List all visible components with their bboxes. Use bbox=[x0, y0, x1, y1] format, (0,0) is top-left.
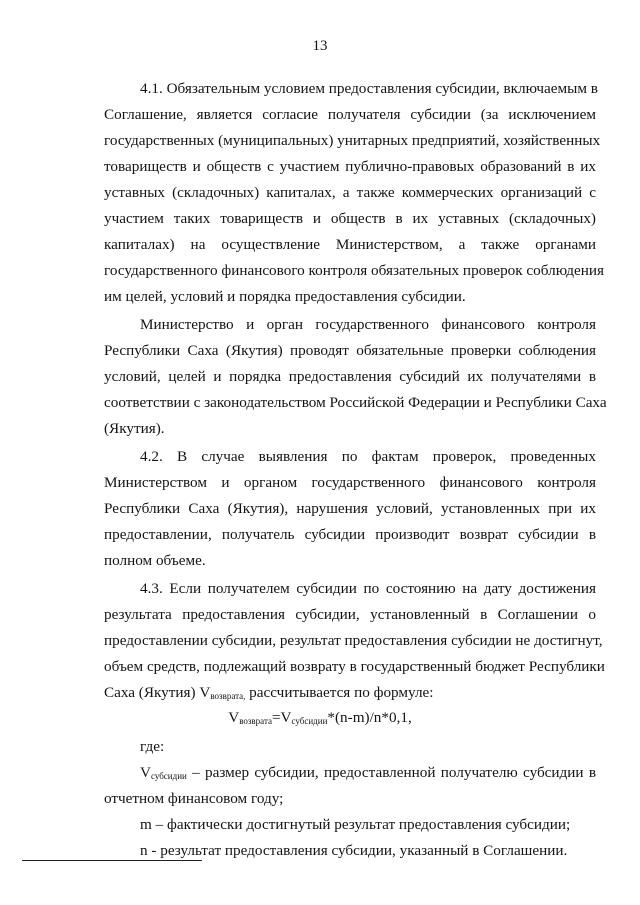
paragraph-line: уставных (складочных) капиталах, а также коммерческих организаций с bbox=[104, 184, 596, 201]
paragraph-line: государственного финансового контроля обязательных проверок соблюдения bbox=[104, 262, 604, 279]
paragraph-line: соответствии с законодательством Российской Федерации и Республики Саха bbox=[104, 394, 607, 411]
where-label: где: bbox=[140, 738, 165, 755]
paragraph-line: государственных (муниципальных) унитарных предприятий, хозяйственных bbox=[104, 132, 601, 149]
paragraph-line: результата предоставления субсидии, установленный в Соглашении о bbox=[104, 606, 596, 623]
paragraph-line: предоставлении субсидии, результат предоставления субсидии не достигнут, bbox=[104, 632, 603, 649]
paragraph-line: товариществ и обществ с участием публично-правовых образований в их bbox=[104, 158, 596, 175]
paragraph-line: объем средств, подлежащий возврату в государственный бюджет Республики bbox=[104, 658, 605, 675]
footer-rule bbox=[22, 860, 202, 861]
paragraph-line: 4.2. В случае выявления по фактам проверок, проведенных bbox=[140, 448, 596, 465]
paragraph-line: Республики Саха (Якутия), нарушения условий, установленных при их bbox=[104, 500, 596, 517]
paragraph-line: участием таких товариществ и обществ в их уставных (складочных) bbox=[104, 210, 596, 227]
paragraph-line: Министерство и орган государственного финансового контроля bbox=[140, 316, 596, 333]
paragraph-line: Министерством и органом государственного финансового контроля bbox=[104, 474, 596, 491]
paragraph-line: полном объеме. bbox=[104, 552, 206, 569]
definition-m: m – фактически достигнутый результат предоставления субсидии; bbox=[140, 816, 571, 833]
paragraph-line: (Якутия). bbox=[104, 420, 165, 437]
paragraph-line: Соглашение, является согласие получателя субсидии (за исключением bbox=[104, 106, 596, 123]
paragraph-line: условий, целей и порядка предоставления субсидий их получателями в bbox=[104, 368, 596, 385]
paragraph-line: Республики Саха (Якутия) проводят обязательные проверки соблюдения bbox=[104, 342, 596, 359]
definition-v-continued: отчетном финансовом году; bbox=[104, 790, 284, 807]
paragraph-line: 4.1. Обязательным условием предоставления субсидии, включаемым в bbox=[140, 80, 598, 97]
paragraph-line: 4.3. Если получателем субсидии по состоянию на дату достижения bbox=[140, 580, 596, 597]
paragraph-line: капиталах) на осуществление Министерством, а также органами bbox=[104, 236, 596, 253]
page-number: 13 bbox=[312, 38, 328, 54]
formula: $V_{возврата}=V_{субсидии}*(n-m)/n*0,1$, bbox=[228, 709, 412, 726]
definition-n: n - результат предоставления субсидии, указанный в Соглашении. bbox=[140, 842, 568, 859]
formula-intro-line: Саха (Якутия) $V_{возврата,}$ рассчитывается по формуле: bbox=[104, 684, 434, 701]
paragraph-line: им целей, условий и порядка предоставления субсидии. bbox=[104, 288, 466, 305]
definition-v: $V_{субсидии}$ – размер субсидии, предоставленной получателю субсидии в bbox=[140, 764, 596, 781]
paragraph-line: предоставлении, получатель субсидии производит возврат субсидии в bbox=[104, 526, 596, 543]
